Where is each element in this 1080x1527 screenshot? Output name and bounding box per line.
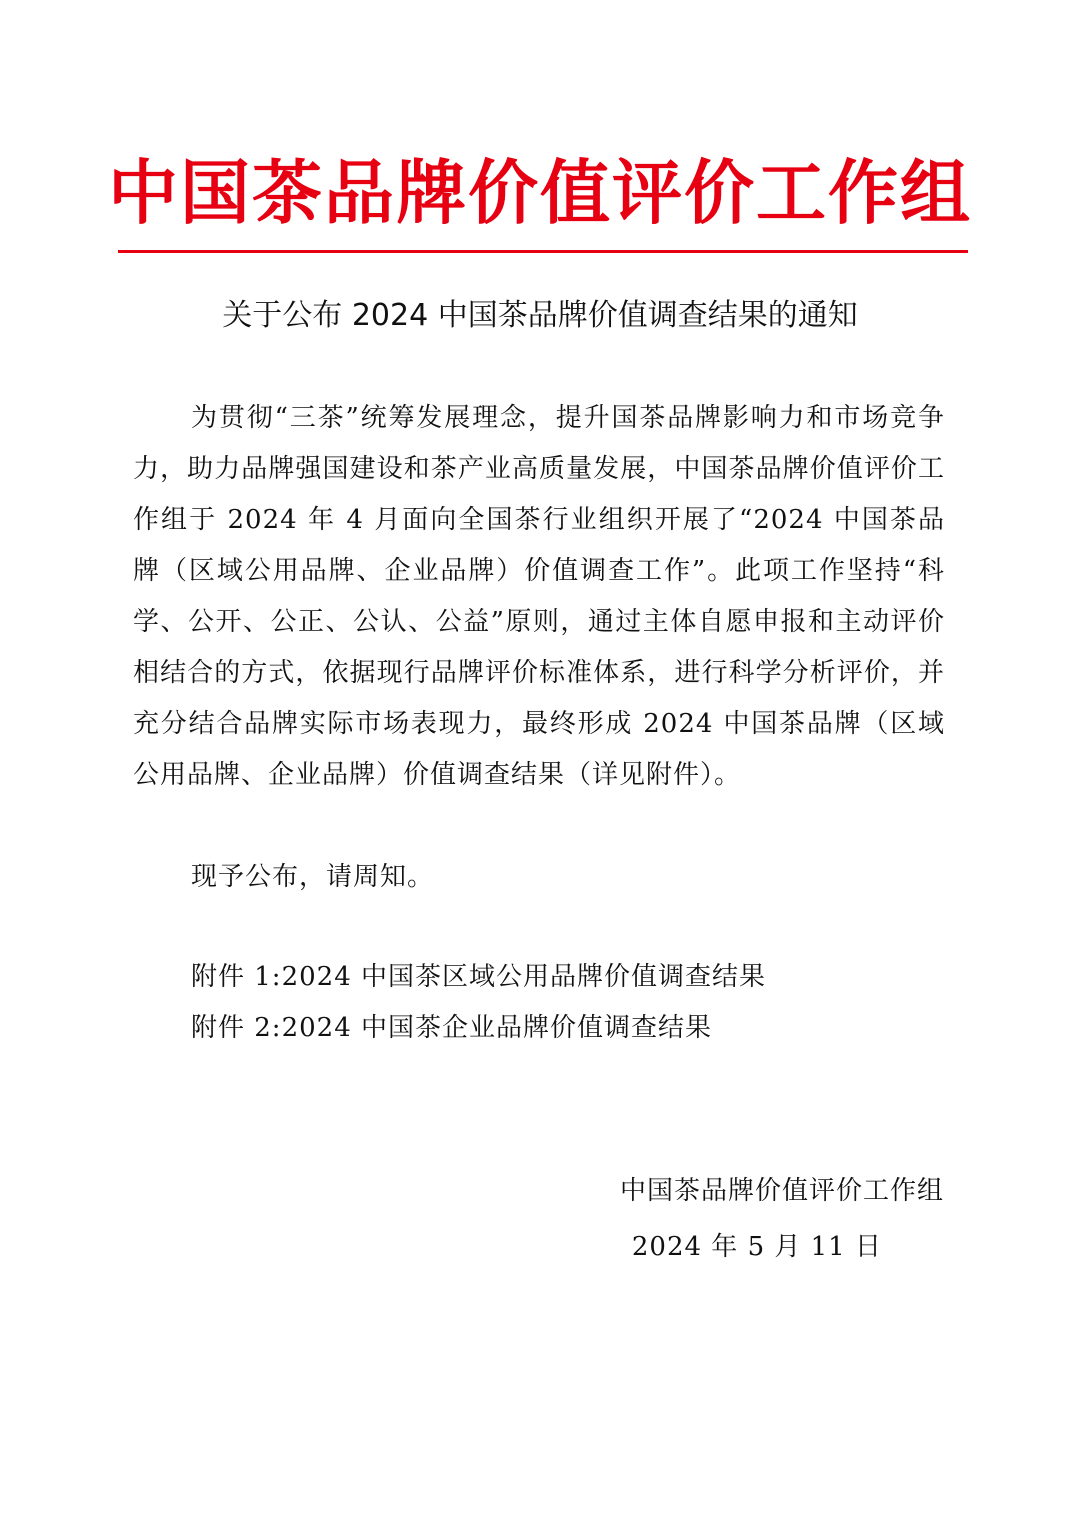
issue-date: 2024 年 5 月 11 日: [631, 1232, 882, 1262]
attachments-list: [191, 952, 766, 1054]
notice-body-paragraph: 为贯彻“三茶”统筹发展理念，提升国茶品牌影响力和市场竞争力，助力品牌强国建设和茶产业高质量发展，中国茶品牌价值评价工作组于 2024 年 4 月面向全国茶行业组织开展了“2024 中国茶品牌（区域公用品牌、企业品牌）价值调查工作”。此项工作坚持“科学、公开、公正、公认、公益”原则，通过主体自愿申报和主动评价相结合的方式，依据现行品牌评价标准体系，进行科学分析评价，并充分结合品牌实际市场表现力，最终形成 2024 中国茶品牌（区域公用品牌、企业品牌）价值调查结果（详见附件）。: [133, 403, 945, 790]
notice-title: 关于公布 2024 中国茶品牌价值调查结果的通知: [222, 298, 858, 333]
letterhead-divider: [118, 250, 968, 253]
letterhead-title: 中国茶品牌价值评价工作组: [108, 151, 972, 234]
issuer-signature: 中国茶品牌价值评价工作组: [619, 1176, 944, 1206]
notice-closing-line: 现予公布，请周知。: [191, 862, 435, 892]
attachment-item-1: 附件 1:2024 中国茶区域公用品牌价值调查结果: [191, 962, 766, 992]
attachment-item-2: 附件 2:2024 中国茶企业品牌价值调查结果: [191, 1013, 712, 1043]
